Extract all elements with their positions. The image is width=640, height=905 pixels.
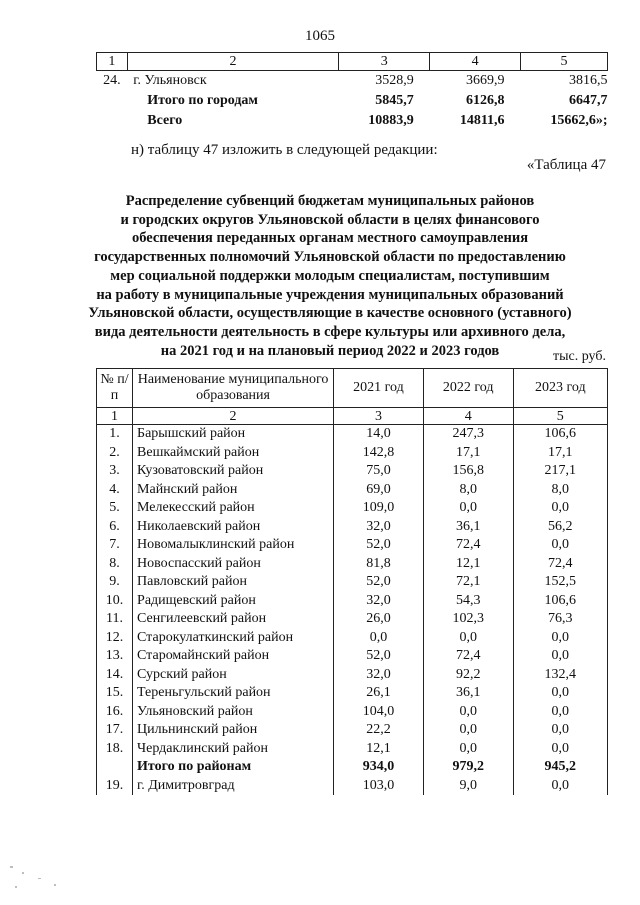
value-2023: 945,2 <box>513 758 607 777</box>
value-2023: 106,6 <box>513 592 607 611</box>
municipality-name: Всего <box>147 113 183 128</box>
value-2022: 0,0 <box>423 703 513 722</box>
row-number: 4. <box>97 481 133 500</box>
title-line: и городских округов Ульяновской области в целях финансового <box>120 211 540 228</box>
units-label: тыс. руб. <box>553 349 606 364</box>
value-2021: 32,0 <box>334 592 424 611</box>
title-line: Распределение субвенций бюджетам муниципальных районов <box>125 193 535 209</box>
value-2023: 76,3 <box>513 610 607 629</box>
scan-noise <box>15 886 17 888</box>
column-index-cell: 3 <box>339 53 430 71</box>
value-2021: 934,0 <box>334 758 424 777</box>
value-2022: 8,0 <box>423 481 513 500</box>
row-number <box>97 91 128 111</box>
column-index-cell: 5 <box>513 408 607 425</box>
column-index-cell: 2 <box>133 408 334 425</box>
value-2023: 0,0 <box>513 721 607 740</box>
row-number: 17. <box>97 721 133 740</box>
value-2022: 72,4 <box>423 536 513 555</box>
value-2021: 81,8 <box>334 555 424 574</box>
municipality-name: Павловский район <box>133 573 334 592</box>
value-2021: 14,0 <box>334 425 424 444</box>
table-row <box>97 425 608 444</box>
row-number: 16. <box>97 703 133 722</box>
municipality-name: Старокулаткинский район <box>133 629 334 648</box>
column-index-row <box>97 408 608 425</box>
value-2021: 0,0 <box>334 629 424 648</box>
table-title <box>60 192 600 360</box>
column-index-cell: 2 <box>127 53 338 71</box>
column-index-cell: 1 <box>97 408 133 425</box>
value-2022: 156,8 <box>423 462 513 481</box>
value-2021: 32,0 <box>334 666 424 685</box>
row-number: 15. <box>97 684 133 703</box>
value-2023: 152,5 <box>513 573 607 592</box>
row-number: 12. <box>97 629 133 648</box>
column-index-cell: 4 <box>423 408 513 425</box>
value-cell: 3669,9 <box>466 73 505 88</box>
municipality-name: Новоспасский район <box>133 555 334 574</box>
municipality-name: Сенгилеевский район <box>133 610 334 629</box>
municipality-name: Итого по городам <box>147 93 258 108</box>
table-row <box>97 91 608 111</box>
value-2021: 32,0 <box>334 518 424 537</box>
row-number <box>97 111 128 131</box>
value-2023: 106,6 <box>513 425 607 444</box>
table-row <box>97 555 608 574</box>
value-2022: 247,3 <box>423 425 513 444</box>
value-cell: 14811,6 <box>459 113 505 128</box>
row-number: 6. <box>97 518 133 537</box>
value-2023: 17,1 <box>513 444 607 463</box>
column-index-row <box>97 53 608 71</box>
value-2022: 36,1 <box>423 518 513 537</box>
row-number: 11. <box>97 610 133 629</box>
row-number: 7. <box>97 536 133 555</box>
municipality-name: г. Ульяновск <box>133 73 207 88</box>
table-row <box>97 777 608 796</box>
value-2021: 26,0 <box>334 610 424 629</box>
row-number: 14. <box>97 666 133 685</box>
value-2023: 0,0 <box>513 684 607 703</box>
municipality-name: Итого по районам <box>133 758 334 777</box>
column-index-cell: 4 <box>430 53 521 71</box>
row-number: 8. <box>97 555 133 574</box>
row-number: 24. <box>103 73 121 88</box>
scan-noise <box>54 884 56 886</box>
row-number: 1. <box>97 425 133 444</box>
scan-noise <box>38 878 41 879</box>
scan-noise <box>22 872 24 874</box>
municipality-name: Радищевский район <box>133 592 334 611</box>
header-year-2021: 2021 год <box>334 369 424 408</box>
value-2021: 142,8 <box>334 444 424 463</box>
municipality-name: Мелекесский район <box>133 499 334 518</box>
amendment-note: н) таблицу 47 изложить в следующей редакции: <box>131 142 438 158</box>
value-2021: 52,0 <box>334 647 424 666</box>
value-2022: 17,1 <box>423 444 513 463</box>
value-2021: 12,1 <box>334 740 424 759</box>
value-2022: 36,1 <box>423 684 513 703</box>
value-2023: 72,4 <box>513 555 607 574</box>
row-number <box>97 758 133 777</box>
value-2023: 0,0 <box>513 703 607 722</box>
row-number: 10. <box>97 592 133 611</box>
header-municipality: Наименование муниципального образования <box>133 369 334 408</box>
table-row <box>97 610 608 629</box>
table-row <box>97 518 608 537</box>
table-reference: «Таблица 47 <box>526 157 606 173</box>
value-2023: 0,0 <box>513 499 607 518</box>
table-row <box>97 666 608 685</box>
table-row <box>97 462 608 481</box>
table-row <box>97 71 608 92</box>
value-2023: 217,1 <box>513 462 607 481</box>
title-line: вида деятельности деятельность в сфере культуры или архивного дела, <box>94 323 566 340</box>
table-row <box>97 721 608 740</box>
municipality-name: Тереньгульский район <box>133 684 334 703</box>
value-cell: 5845,7 <box>375 93 414 108</box>
municipality-name: г. Димитровград <box>133 777 334 796</box>
title-line: обеспечения переданных органам местного самоуправления <box>131 230 529 247</box>
municipality-name: Старомайнский район <box>133 647 334 666</box>
table-row <box>97 536 608 555</box>
row-number: 5. <box>97 499 133 518</box>
table-row <box>97 499 608 518</box>
scan-noise <box>10 866 13 868</box>
header-number: № п/п <box>97 369 133 408</box>
municipality-name: Сурский район <box>133 666 334 685</box>
value-2023: 0,0 <box>513 740 607 759</box>
value-2021: 26,1 <box>334 684 424 703</box>
value-2022: 72,1 <box>423 573 513 592</box>
value-2021: 52,0 <box>334 536 424 555</box>
table-row <box>97 481 608 500</box>
value-2022: 54,3 <box>423 592 513 611</box>
value-cell: 3816,5 <box>569 73 608 88</box>
value-2021: 75,0 <box>334 462 424 481</box>
page-number: 1065 <box>305 28 335 44</box>
municipality-name: Вешкаймский район <box>133 444 334 463</box>
value-2023: 0,0 <box>513 647 607 666</box>
municipality-name: Кузоватовский район <box>133 462 334 481</box>
table-header-row <box>97 369 608 408</box>
municipality-name: Цильнинский район <box>133 721 334 740</box>
row-number: 13. <box>97 647 133 666</box>
row-number: 2. <box>97 444 133 463</box>
title-line: мер социальной поддержки молодым специалистам, поступившим <box>110 267 550 284</box>
value-2021: 103,0 <box>334 777 424 796</box>
value-cell: 15662,6»; <box>550 113 608 128</box>
table-row <box>97 592 608 611</box>
value-2021: 109,0 <box>334 499 424 518</box>
value-2022: 0,0 <box>423 721 513 740</box>
value-cell: 6126,8 <box>466 93 505 108</box>
value-2022: 0,0 <box>423 499 513 518</box>
value-2022: 12,1 <box>423 555 513 574</box>
value-2021: 104,0 <box>334 703 424 722</box>
value-2023: 56,2 <box>513 518 607 537</box>
value-cell: 10883,9 <box>368 113 414 128</box>
column-index-cell: 1 <box>97 53 128 71</box>
value-2021: 52,0 <box>334 573 424 592</box>
subtotal-row <box>97 758 608 777</box>
table-row <box>97 647 608 666</box>
value-2023: 0,0 <box>513 629 607 648</box>
row-number: 3. <box>97 462 133 481</box>
top-continuation-table <box>96 52 608 131</box>
table-row <box>97 573 608 592</box>
value-2021: 69,0 <box>334 481 424 500</box>
value-2022: 102,3 <box>423 610 513 629</box>
column-index-cell: 3 <box>334 408 424 425</box>
municipality-name: Чердаклинский район <box>133 740 334 759</box>
table-row <box>97 111 608 131</box>
value-2023: 132,4 <box>513 666 607 685</box>
municipality-name: Новомалыклинский район <box>133 536 334 555</box>
header-year-2023: 2023 год <box>513 369 607 408</box>
table-row <box>97 444 608 463</box>
value-cell: 3528,9 <box>375 73 414 88</box>
row-number: 19. <box>97 777 133 796</box>
title-line: на 2021 год и на плановый период 2022 и 2023 годов <box>160 342 500 359</box>
subventions-table <box>96 368 608 795</box>
value-2022: 0,0 <box>423 629 513 648</box>
municipality-name: Барышский район <box>133 425 334 444</box>
municipality-name: Ульяновский район <box>133 703 334 722</box>
value-2022: 979,2 <box>423 758 513 777</box>
value-cell: 6647,7 <box>569 93 608 108</box>
title-line: государственных полномочий Ульяновской области по предоставлению <box>94 249 566 266</box>
table-row <box>97 703 608 722</box>
value-2022: 72,4 <box>423 647 513 666</box>
row-number: 9. <box>97 573 133 592</box>
value-2022: 9,0 <box>423 777 513 796</box>
municipality-name: Майнский район <box>133 481 334 500</box>
column-index-cell: 5 <box>521 53 608 71</box>
title-line: на работу в муниципальные учреждения муниципальных образований <box>96 286 564 303</box>
value-2021: 22,2 <box>334 721 424 740</box>
table-row <box>97 740 608 759</box>
table-row <box>97 629 608 648</box>
value-2023: 8,0 <box>513 481 607 500</box>
header-year-2022: 2022 год <box>423 369 513 408</box>
row-number: 18. <box>97 740 133 759</box>
value-2023: 0,0 <box>513 536 607 555</box>
value-2022: 92,2 <box>423 666 513 685</box>
value-2023: 0,0 <box>513 777 607 796</box>
value-2022: 0,0 <box>423 740 513 759</box>
title-line: Ульяновской области, осуществляющие в качестве основного (уставного) <box>88 305 572 322</box>
municipality-name: Николаевский район <box>133 518 334 537</box>
table-row <box>97 684 608 703</box>
